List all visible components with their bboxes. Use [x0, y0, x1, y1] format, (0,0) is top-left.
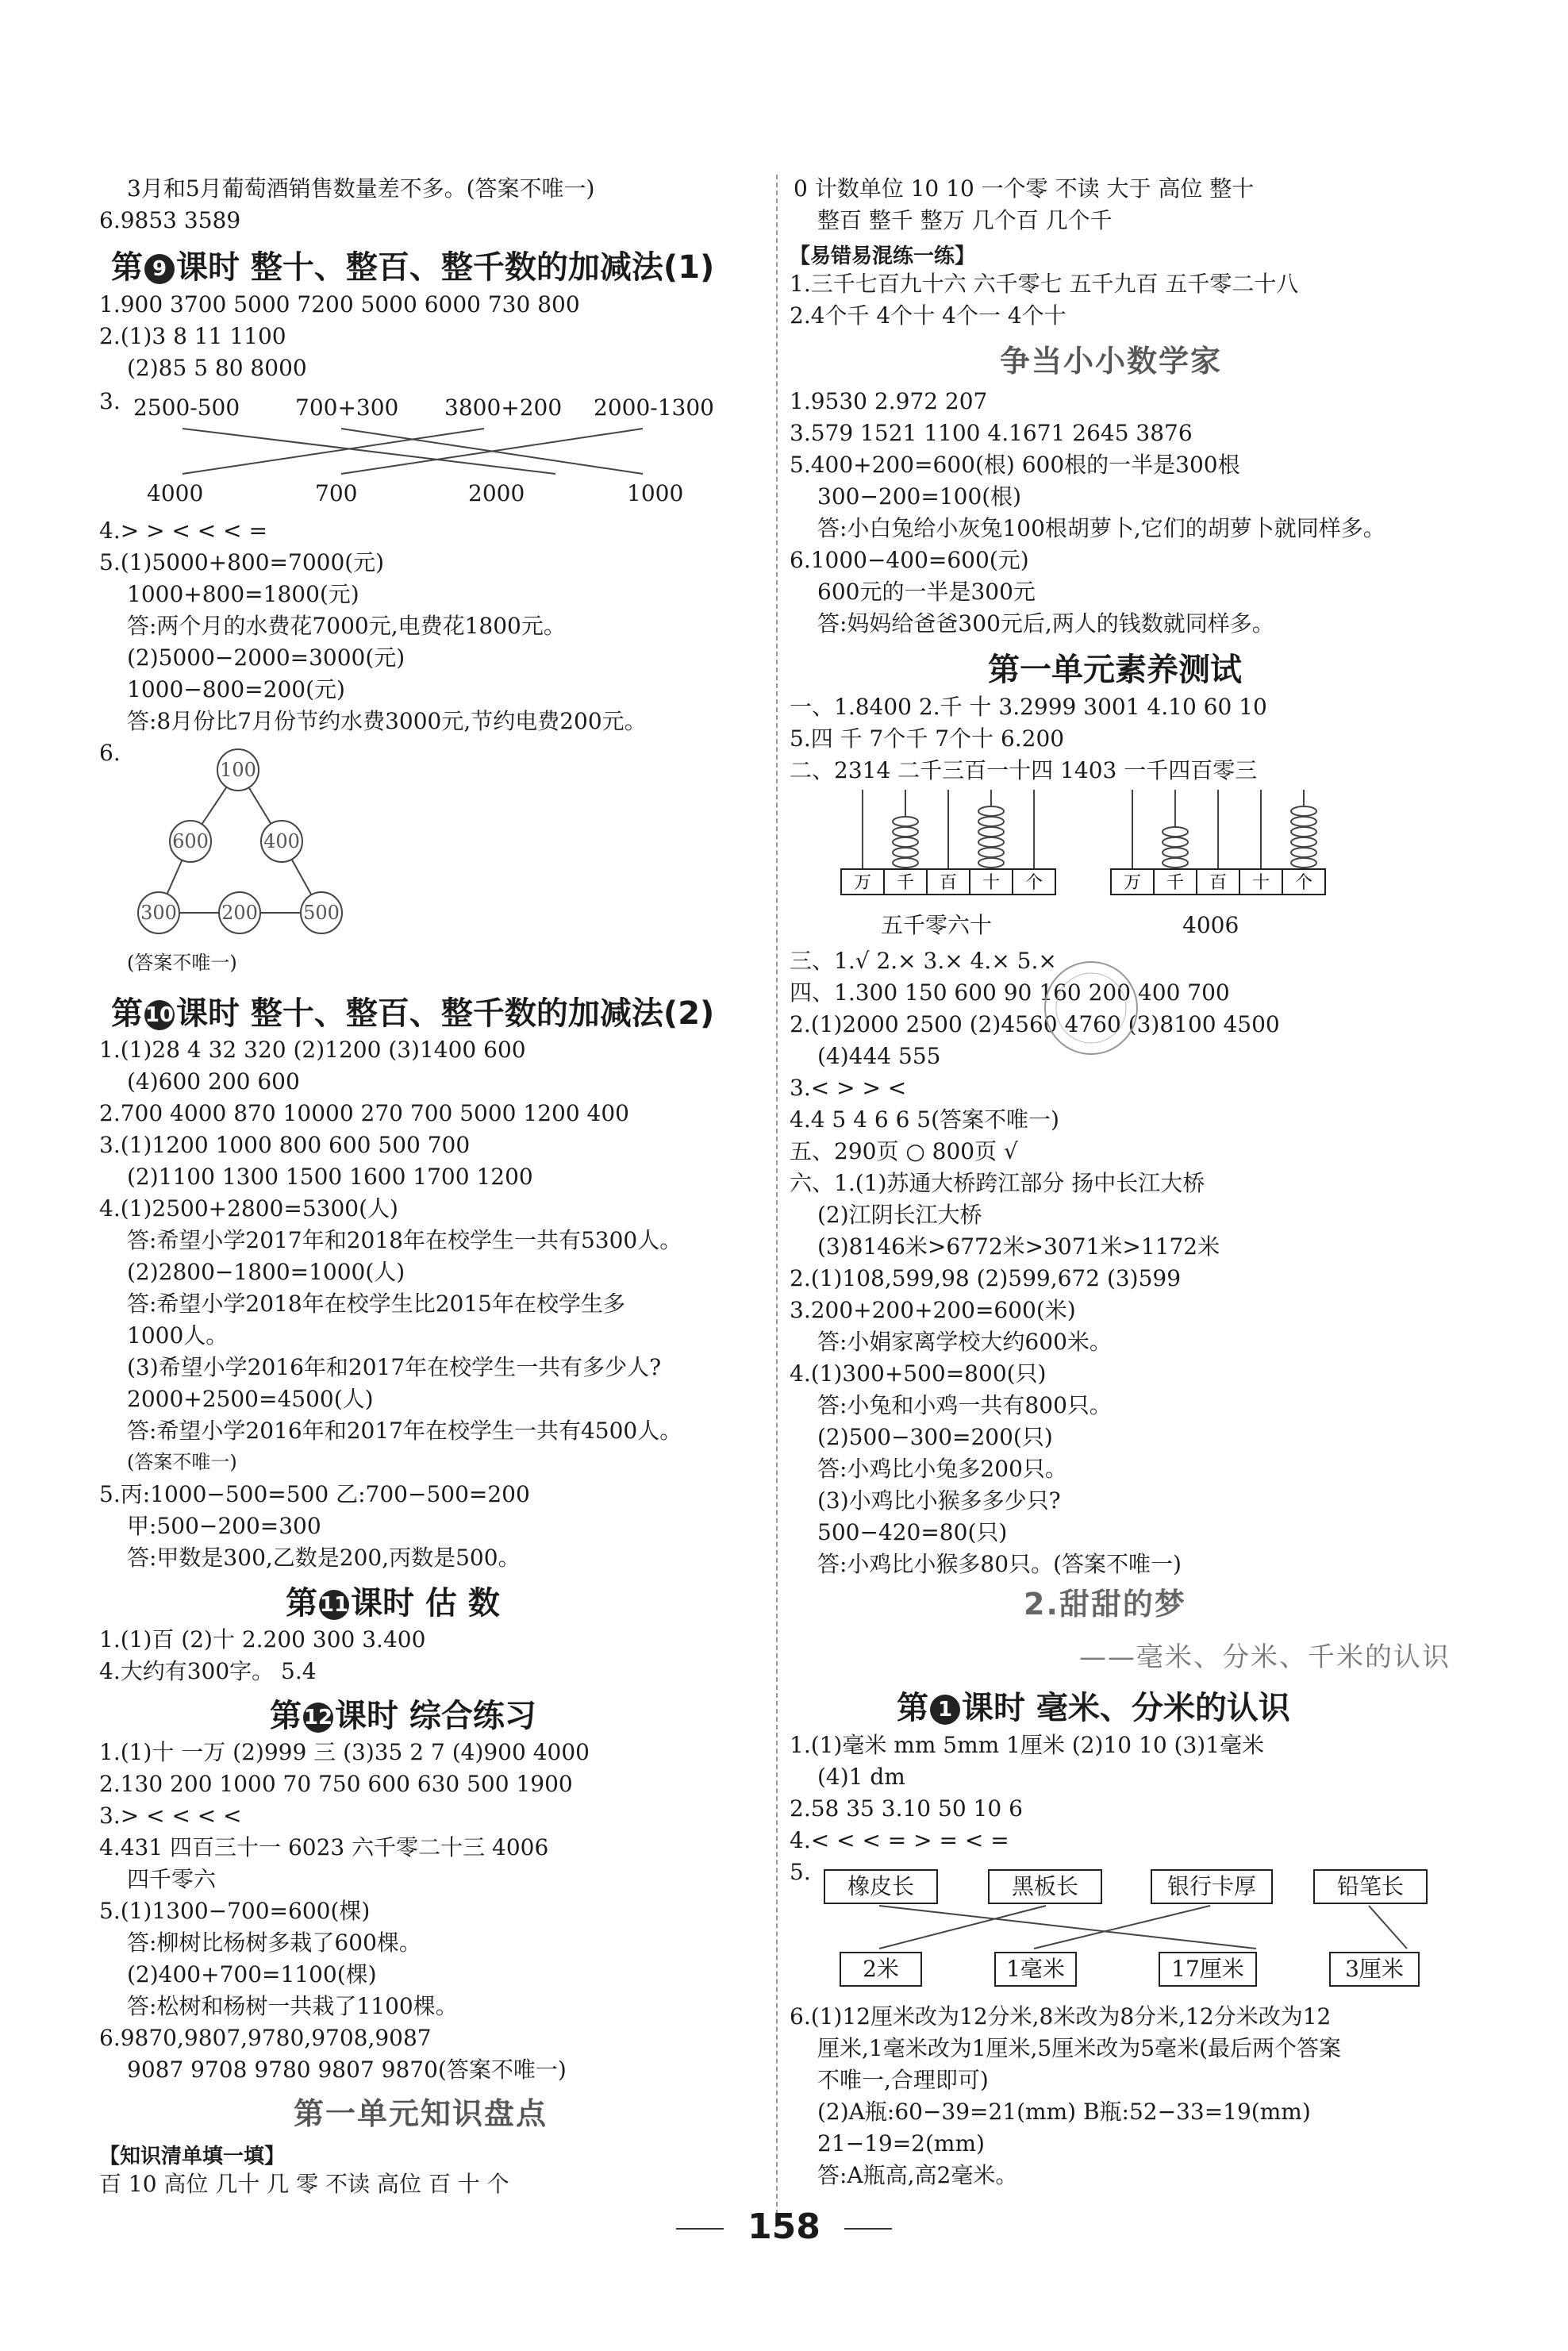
- abacus-place-label: 百: [939, 873, 958, 893]
- lesson-number-badge: 10: [144, 1000, 175, 1030]
- text-line: 2.(1)3 8 11 1100: [99, 323, 286, 349]
- page-number: 158: [0, 2207, 1568, 2247]
- section-heading: 【易错易混练一练】: [790, 244, 976, 268]
- circle-num: 100: [220, 759, 256, 781]
- text-line: 4.(1)300+500=800(只): [790, 1360, 1047, 1387]
- abacus-bead: [1163, 848, 1188, 857]
- text-line: 4.4 5 4 6 6 5(答案不唯一): [790, 1106, 1059, 1133]
- abacus-place-label: 十: [1251, 873, 1270, 893]
- text-line: 0 计数单位 10 10 一个零 不读 大于 高位 整十: [794, 175, 1255, 202]
- abacus-bead: [1163, 837, 1188, 847]
- abacus-bead: [1291, 858, 1316, 868]
- text-line: 1000人。: [127, 1322, 229, 1349]
- text-line: 2.58 35 3.10 50 10 6: [790, 1795, 1023, 1822]
- abacus-bead: [978, 817, 1004, 826]
- text-line: 答:小白兔给小灰兔100根胡萝卜,它们的胡萝卜就同样多。: [817, 515, 1385, 541]
- abacus-bead: [893, 848, 918, 857]
- text-line: 整百 整千 整万 几个百 几个千: [817, 207, 1113, 233]
- text-line: 答:柳树比杨树多栽了600棵。: [127, 1930, 421, 1956]
- text-line: 二、2314 二千三百一十四 1403 一千四百零三: [790, 757, 1258, 783]
- text-line: (3)小鸡比小猴多多少只?: [817, 1487, 1061, 1514]
- abacus-place-label: 千: [896, 873, 915, 893]
- text-line: (3)希望小学2016年和2017年在校学生一共有多少人?: [127, 1354, 662, 1380]
- abacus-bead: [978, 806, 1004, 816]
- text-line: 1.三千七百九十六 六千零七 五千九百 五千零二十八: [790, 271, 1299, 297]
- text-line: 3.200+200+200=600(米): [790, 1297, 1076, 1323]
- abacus-caption: 4006: [1182, 912, 1239, 938]
- column-divider: [776, 175, 778, 2222]
- lesson-12-title: 第 12课时 综合练习: [270, 1698, 536, 1734]
- abacus-place-label: 个: [1294, 873, 1313, 893]
- text-line: 3月和5月葡萄酒销售数量差不多。(答案不唯一): [127, 175, 595, 202]
- text-line: 甲:500−200=300: [127, 1513, 321, 1539]
- circle-num: 500: [303, 902, 340, 924]
- text-line: 答:小兔和小鸡一共有800只。: [817, 1392, 1112, 1418]
- text-line: (4)600 200 600: [127, 1068, 300, 1095]
- unit-title: 2.甜甜的梦: [1024, 1587, 1186, 1622]
- abacus-bead: [893, 817, 918, 826]
- text-line: 答:希望小学2017年和2018年在校学生一共有5300人。: [127, 1227, 682, 1253]
- text-line: 6.(1)12厘米改为12分米,8米改为8分米,12分米改为12: [790, 2003, 1332, 2030]
- text-line: 5.(1)5000+800=7000(元): [99, 549, 385, 575]
- abacus-bead: [893, 858, 918, 868]
- text-line: (2)5000−2000=3000(元): [127, 645, 405, 671]
- text-line: (2)400+700=1100(棵): [127, 1961, 377, 1987]
- text-line: 1.900 3700 5000 7200 5000 6000 730 800: [99, 291, 580, 317]
- text-line: 6.: [99, 740, 121, 766]
- lesson-number-badge: 9: [144, 254, 175, 284]
- text-line: 4.(1)2500+2800=5300(人): [99, 1195, 398, 1222]
- text-line: 1.(1)十 一万 (2)999 三 (3)35 2 7 (4)900 4000: [99, 1739, 590, 1765]
- text-line: 300−200=100(根): [817, 483, 1022, 510]
- text-line: 1.(1)毫米 mm 5mm 1厘米 (2)10 10 (3)1毫米: [790, 1732, 1265, 1758]
- text-line: 答:8月份比7月份节约水费3000元,节约电费200元。: [127, 708, 647, 734]
- text-line: 3.579 1521 1100 4.1671 2645 3876: [790, 420, 1193, 446]
- text-line: 厘米,1毫米改为1厘米,5厘米改为5毫米(最后两个答案: [817, 2035, 1341, 2061]
- text-line: 2.(1)2000 2500 (2)4560 4760 (3)8100 4500: [790, 1011, 1280, 1037]
- text-line: 一、1.8400 2.千 十 3.2999 3001 4.10 60 10: [790, 694, 1267, 720]
- text-line: 三、1.√ 2.× 3.× 4.× 5.×: [790, 948, 1057, 974]
- abacus-2: [1103, 786, 1341, 905]
- abacus-bead: [1163, 858, 1188, 868]
- text-line: 答:小鸡比小猴多80只。(答案不唯一): [817, 1551, 1182, 1577]
- text-line: 1000−800=200(元): [127, 676, 345, 702]
- match-box-top: 铅笔长: [1313, 1869, 1428, 1904]
- text-line: 1.(1)百 (2)十 2.200 300 3.400: [99, 1626, 426, 1653]
- match-box-bottom: 17厘米: [1159, 1952, 1257, 1987]
- text-line: 答:妈妈给爸爸300元后,两人的钱数就同样多。: [817, 610, 1274, 637]
- abacus-bead: [893, 837, 918, 847]
- unit-subtitle: ——毫米、分米、千米的认识: [1079, 1641, 1451, 1673]
- text-line: 答:小娟家离学校大约600米。: [817, 1329, 1112, 1355]
- text-line: 五、290页 ○ 800页 √: [790, 1138, 1018, 1164]
- text-line: 6.1000−400=600(元): [790, 547, 1029, 573]
- text-line: (3)8146米>6772米>3071米>1172米: [817, 1233, 1220, 1260]
- match-bottom-1: 4000: [147, 480, 204, 506]
- lesson-number-badge: 12: [303, 1703, 333, 1733]
- text-line: (答案不唯一): [127, 952, 237, 974]
- match-top-2: 700+300: [295, 394, 399, 421]
- abacus-1: [833, 786, 1071, 905]
- text-line: 4.< < < = > = < =: [790, 1827, 1009, 1853]
- text-line: 5.(1)1300−700=600(棵): [99, 1898, 371, 1924]
- text-line: 2.700 4000 870 10000 270 700 5000 1200 400: [99, 1100, 629, 1126]
- match-top-3: 3800+200: [444, 394, 563, 421]
- abacus-place-label: 十: [982, 873, 1001, 893]
- text-line: 不唯一,合理即可): [817, 2067, 989, 2093]
- abacus-bead: [978, 858, 1004, 868]
- match-box-bottom: 1毫米: [994, 1952, 1077, 1987]
- circle-num: 400: [263, 830, 300, 852]
- text-line: (2)85 5 80 8000: [127, 355, 307, 381]
- text-line: 600元的一半是300元: [817, 579, 1036, 605]
- section-title: 第一单元素养测试: [988, 652, 1242, 688]
- text-line: 3.< > > <: [790, 1075, 907, 1101]
- text-line: 答:希望小学2018年在校学生比2015年在校学生多: [127, 1291, 625, 1317]
- section-title: 争当小小数学家: [1000, 344, 1223, 379]
- section-title: 第一单元知识盘点: [294, 2096, 548, 2131]
- text-line: 2000+2500=4500(人): [127, 1386, 374, 1412]
- match-bottom-3: 2000: [468, 480, 525, 506]
- text-line: 答:甲数是300,乙数是200,丙数是500。: [127, 1545, 521, 1571]
- text-line: 3.(1)1200 1000 800 600 500 700: [99, 1132, 471, 1158]
- text-line: 5.四 千 7个千 7个十 6.200: [790, 725, 1065, 752]
- text-line: 21−19=2(mm): [817, 2130, 985, 2157]
- text-line: (2)2800−1800=1000(人): [127, 1259, 405, 1285]
- text-line: (2)1100 1300 1500 1600 1700 1200: [127, 1164, 533, 1190]
- lesson-number-badge: 11: [319, 1590, 349, 1620]
- text-line: 4.大约有300字。 5.4: [99, 1658, 317, 1684]
- text-line: 百 10 高位 几十 几 零 不读 高位 百 十 个: [99, 2171, 509, 2197]
- lesson-number-badge: 1: [930, 1695, 960, 1725]
- text-line: 答:A瓶高,高2毫米。: [817, 2162, 1018, 2188]
- text-line: 4.> > < < < =: [99, 518, 267, 544]
- match-bottom-2: 700: [315, 480, 358, 506]
- text-line: 5.: [790, 1859, 811, 1885]
- abacus-place-label: 万: [853, 873, 872, 893]
- abacus-bead: [978, 837, 1004, 847]
- text-line: (4)1 dm: [817, 1764, 905, 1790]
- text-line: (2)A瓶:60−39=21(mm) B瓶:52−33=19(mm): [817, 2099, 1311, 2125]
- match-lines: [119, 425, 754, 480]
- text-line: 3.: [99, 388, 121, 414]
- match-top-4: 2000-1300: [594, 394, 714, 421]
- text-line: 1000+800=1800(元): [127, 581, 359, 607]
- text-line: 答:两个月的水费花7000元,电费花1800元。: [127, 613, 566, 639]
- abacus-bead: [893, 827, 918, 837]
- match-lines-2: [824, 1904, 1427, 1952]
- lesson-1-title: 第 1 课时 毫米、分米的认识: [897, 1690, 1290, 1726]
- match-top-1: 2500-500: [133, 394, 240, 421]
- text-line: 6.9870,9807,9780,9708,9087: [99, 2025, 432, 2051]
- lesson-9-title: 第 9 课时 整十、整百、整千数的加减法(1): [111, 249, 715, 286]
- match-bottom-4: 1000: [627, 480, 684, 506]
- match-box-top: 黑板长: [988, 1869, 1102, 1904]
- text-line: (答案不唯一): [127, 1451, 237, 1473]
- text-line: 1.9530 2.972 207: [790, 388, 988, 414]
- text-line: 9087 9708 9780 9807 9870(答案不唯一): [127, 2057, 567, 2083]
- circle-num: 300: [140, 902, 177, 924]
- stamp-seal: [1040, 956, 1143, 1060]
- text-line: 四千零六: [127, 1866, 217, 1892]
- abacus-place-label: 个: [1024, 873, 1043, 893]
- abacus-place-label: 百: [1209, 873, 1228, 893]
- abacus-caption: 五千零六十: [881, 912, 993, 938]
- abacus-place-label: 万: [1123, 873, 1142, 893]
- text-line: 四、1.300 150 600 90 160 200 400 700: [790, 979, 1230, 1006]
- abacus-bead: [1163, 827, 1188, 837]
- abacus-bead: [1291, 848, 1316, 857]
- text-line: 6.9853 3589: [99, 207, 241, 233]
- match-box-top: 银行卡厚: [1151, 1869, 1273, 1904]
- text-line: 5.丙:1000−500=500 乙:700−500=200: [99, 1481, 530, 1507]
- text-line: 500−420=80(只): [817, 1519, 1008, 1545]
- text-line: 4.431 四百三十一 6023 六千零二十三 4006: [99, 1834, 549, 1860]
- match-box-bottom: 3厘米: [1329, 1952, 1420, 1987]
- text-line: 答:松树和杨树一共栽了1100棵。: [127, 1993, 458, 2019]
- text-line: 2.130 200 1000 70 750 600 630 500 1900: [99, 1771, 573, 1797]
- text-line: 5.400+200=600(根) 600根的一半是300根: [790, 452, 1240, 478]
- text-line: 答:小鸡比小兔多200只。: [817, 1456, 1067, 1482]
- text-line: 2.4个千 4个十 4个一 4个十: [790, 302, 1066, 329]
- match-box-bottom: 2米: [840, 1952, 922, 1987]
- triangle-diagram: [127, 746, 365, 937]
- section-heading: 【知识清单填一填】: [99, 2145, 286, 2168]
- text-line: 1.(1)28 4 32 320 (2)1200 (3)1400 600: [99, 1037, 526, 1063]
- text-line: 答:希望小学2016年和2017年在校学生一共有4500人。: [127, 1418, 682, 1444]
- match-box-top: 橡皮长: [824, 1869, 938, 1904]
- text-line: (2)500−300=200(只): [817, 1424, 1053, 1450]
- text-line: (4)444 555: [817, 1043, 941, 1069]
- abacus-bead: [1291, 837, 1316, 847]
- text-line: 2.(1)108,599,98 (2)599,672 (3)599: [790, 1265, 1182, 1291]
- lesson-10-title: 第 10课时 整十、整百、整千数的加减法(2): [111, 995, 715, 1032]
- lesson-11-title: 第 11课时 估 数: [286, 1585, 500, 1622]
- abacus-bead: [978, 848, 1004, 857]
- circle-num: 200: [221, 902, 258, 924]
- abacus-bead: [1291, 817, 1316, 826]
- text-line: 3.> < < < <: [99, 1803, 242, 1829]
- abacus-bead: [1291, 806, 1316, 816]
- abacus-bead: [1291, 827, 1316, 837]
- text-line: (2)江阴长江大桥: [817, 1202, 982, 1228]
- abacus-place-label: 千: [1166, 873, 1185, 893]
- text-line: 六、1.(1)苏通大桥跨江部分 扬中长江大桥: [790, 1170, 1205, 1196]
- abacus-bead: [978, 827, 1004, 837]
- circle-num: 600: [172, 830, 209, 852]
